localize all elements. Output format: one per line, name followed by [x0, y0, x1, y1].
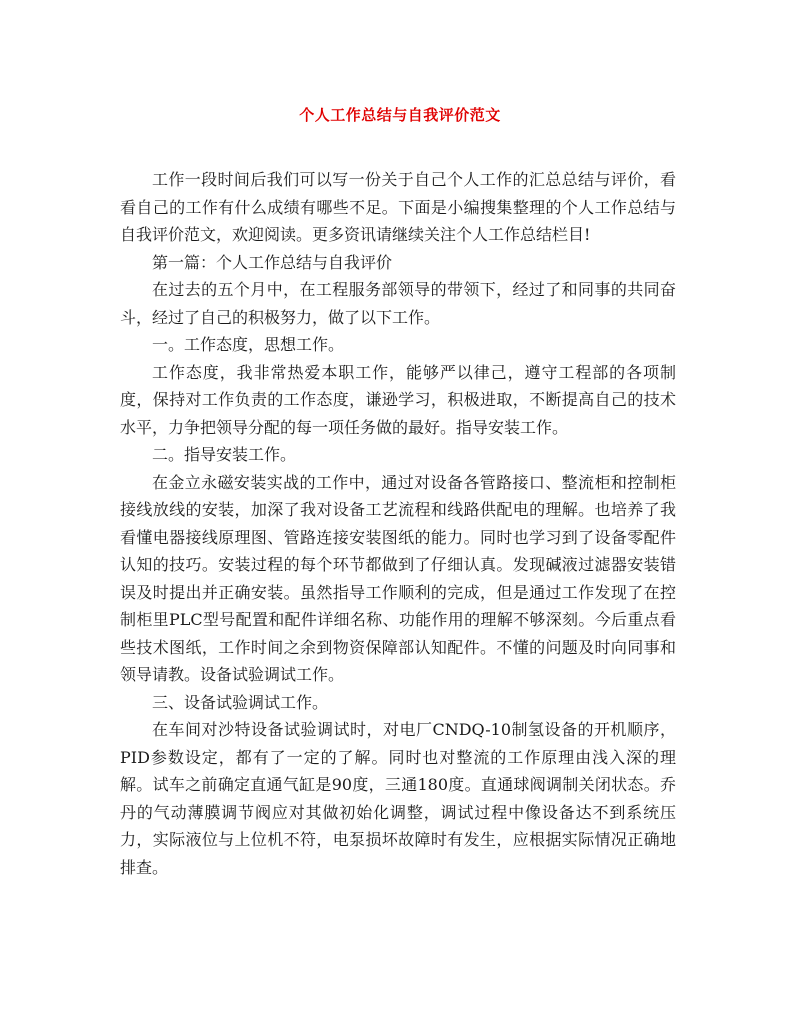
document-body	[120, 166, 676, 881]
overview-paragraph: 在过去的五个月中，在工程服务部领导的带领下，经过了和同事的共同奋斗，经过了自己的积极努力，做了以下工作。	[120, 280, 676, 327]
installation-paragraph: 在金立永磁安装实战的工作中，通过对设备各管路接口、整流柜和控制柜接线放线的安装，加深了我对设备工艺流程和线路供配电的理解。也培养了我看懂电器接线原理图、管路连接安装图纸的能力。同时也学习到了设备零配件认知的技巧。安装过程的每个环节都做到了仔细认真。发现碱液过滤器安装错误及时提出并正确安装。虽然指导工作顺利的完成，但是通过工作发现了在控制柜里PLC型号配置和配件详细名称、功能作用的理解不够深刻。今后重点看些技术图纸，工作时间之余到物资保障部认知配件。不懂的问题及时向同事和领导请教。设备试验调试工作。	[120, 472, 676, 684]
testing-paragraph: 在车间对沙特设备试验调试时，对电厂CNDQ-10制氢设备的开机顺序，PID参数设定，都有了一定的了解。同时也对整流的工作原理由浅入深的理解。试车之前确定直通气缸是90度，三通180度。直通球阀调制关闭状态。乔丹的气动薄膜调节阀应对其做初始化调整，调试过程中像设备达不到系统压力，实际液位与上位机不符，电泵损坏故障时有发生，应根据实际情况正确地排查。	[120, 720, 676, 877]
attitude-paragraph: 工作态度，我非常热爱本职工作，能够严以律己，遵守工程部的各项制度，保持对工作负责的工作态度，谦逊学习，积极进取，不断提高自己的技术水平，力争把领导分配的每一项任务做的最好。指导安装工作。	[120, 362, 676, 437]
section-heading-installation: 二。指导安装工作。	[152, 445, 297, 464]
section-heading-attitude: 一。工作态度，思想工作。	[152, 335, 345, 354]
chapter-heading: 第一篇：个人工作总结与自我评价	[152, 252, 393, 272]
intro-paragraph: 工作一段时间后我们可以写一份关于自己个人工作的汇总总结与评价，看看自己的工作有什么成绩有哪些不足。下面是小编搜集整理的个人工作总结与自我评价范文，欢迎阅读。更多资讯请继续关注个人工作总结栏目!	[120, 170, 676, 244]
document-title: 个人工作总结与自我评价范文	[299, 106, 501, 124]
section-heading-testing: 三、设备试验调试工作。	[152, 692, 329, 712]
